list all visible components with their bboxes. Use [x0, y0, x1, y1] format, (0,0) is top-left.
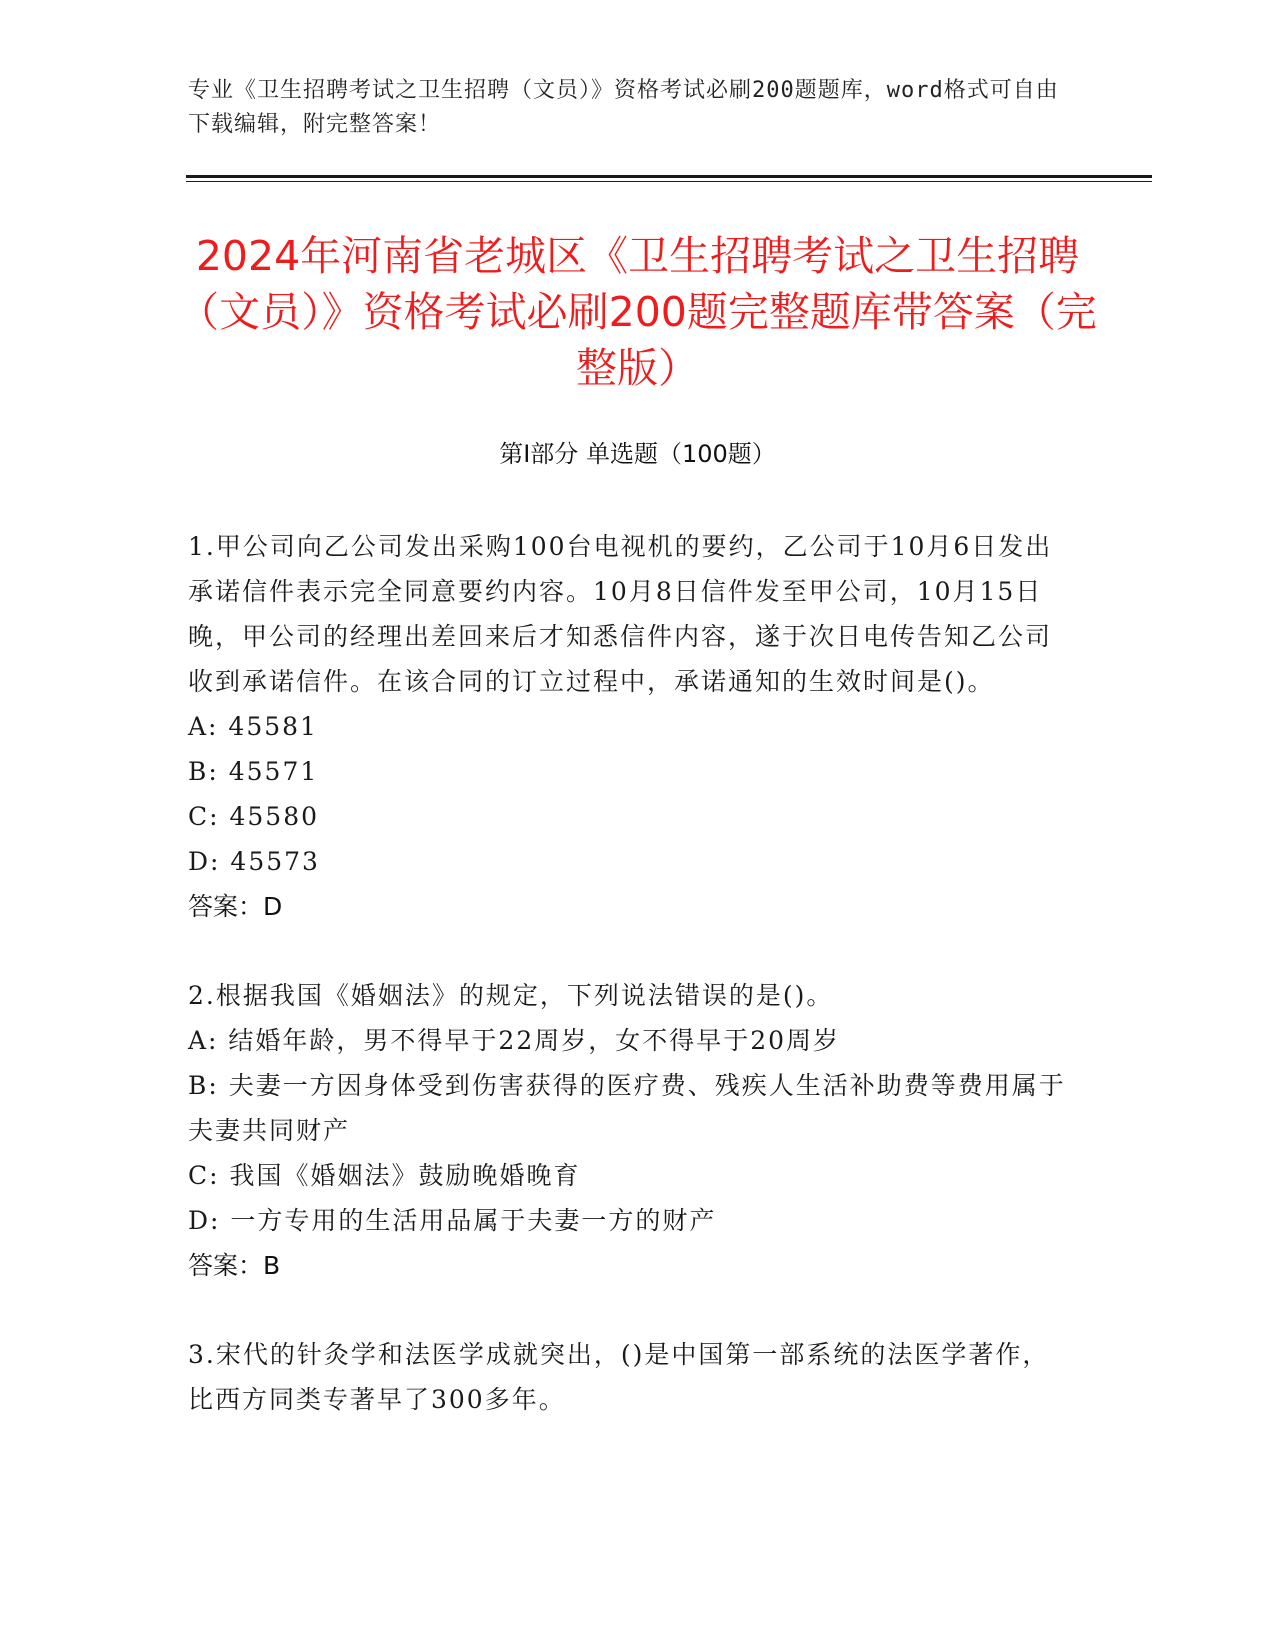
option-d: D: 45573	[188, 847, 320, 876]
question-stem: 1.甲公司向乙公司发出采购100台电视机的要约，乙公司于10月6日发出承诺信件表示完全同意要约内容。10月8日信件发至甲公司，10月15日晚，甲公司的经理出差回来后才知悉信件内容，遂于次日电传告知乙公司收到承诺信件。在该合同的订立过程中，承诺通知的生效时间是()。	[188, 532, 1053, 696]
document-title: 2024年河南省老城区《卫生招聘考试之卫生招聘（文员）》资格考试必刷200题完整题库带答案（完整版）	[178, 232, 1097, 392]
option-d: D: 一方专用的生活用品属于夫妻一方的财产	[188, 1206, 717, 1235]
question-stem: 2.根据我国《婚姻法》的规定，下列说法错误的是()。	[188, 981, 834, 1010]
header-note: 专业《卫生招聘考试之卫生招聘（文员）》资格考试必刷200题题库，word格式可自由下载编辑，附完整答案！	[188, 78, 1059, 137]
header-divider-thick	[186, 175, 1152, 178]
option-a: A: 45581	[188, 712, 318, 741]
answer: 答案：B	[188, 1251, 281, 1280]
option-a: A: 结婚年龄，男不得早于22周岁，女不得早于20周岁	[188, 1026, 841, 1055]
option-b: B: 45571	[188, 757, 319, 786]
question-1	[188, 524, 1068, 929]
header-divider-thin	[186, 181, 1152, 182]
option-b: B: 夫妻一方因身体受到伤害获得的医疗费、残疾人生活补助费等费用属于夫妻共同财产	[188, 1071, 1066, 1145]
answer: 答案：D	[188, 892, 283, 921]
question-2	[188, 973, 1068, 1288]
option-c: C: 45580	[188, 802, 320, 831]
section-heading: 第Ⅰ部分 单选题（100题）	[499, 440, 776, 468]
question-list	[188, 524, 1068, 1466]
question-stem: 3.宋代的针灸学和法医学成就突出，()是中国第一部系统的法医学著作，比西方同类专著早了300多年。	[188, 1340, 1050, 1414]
question-3	[188, 1332, 1068, 1422]
option-c: C: 我国《婚姻法》鼓励晚婚晚育	[188, 1161, 581, 1190]
